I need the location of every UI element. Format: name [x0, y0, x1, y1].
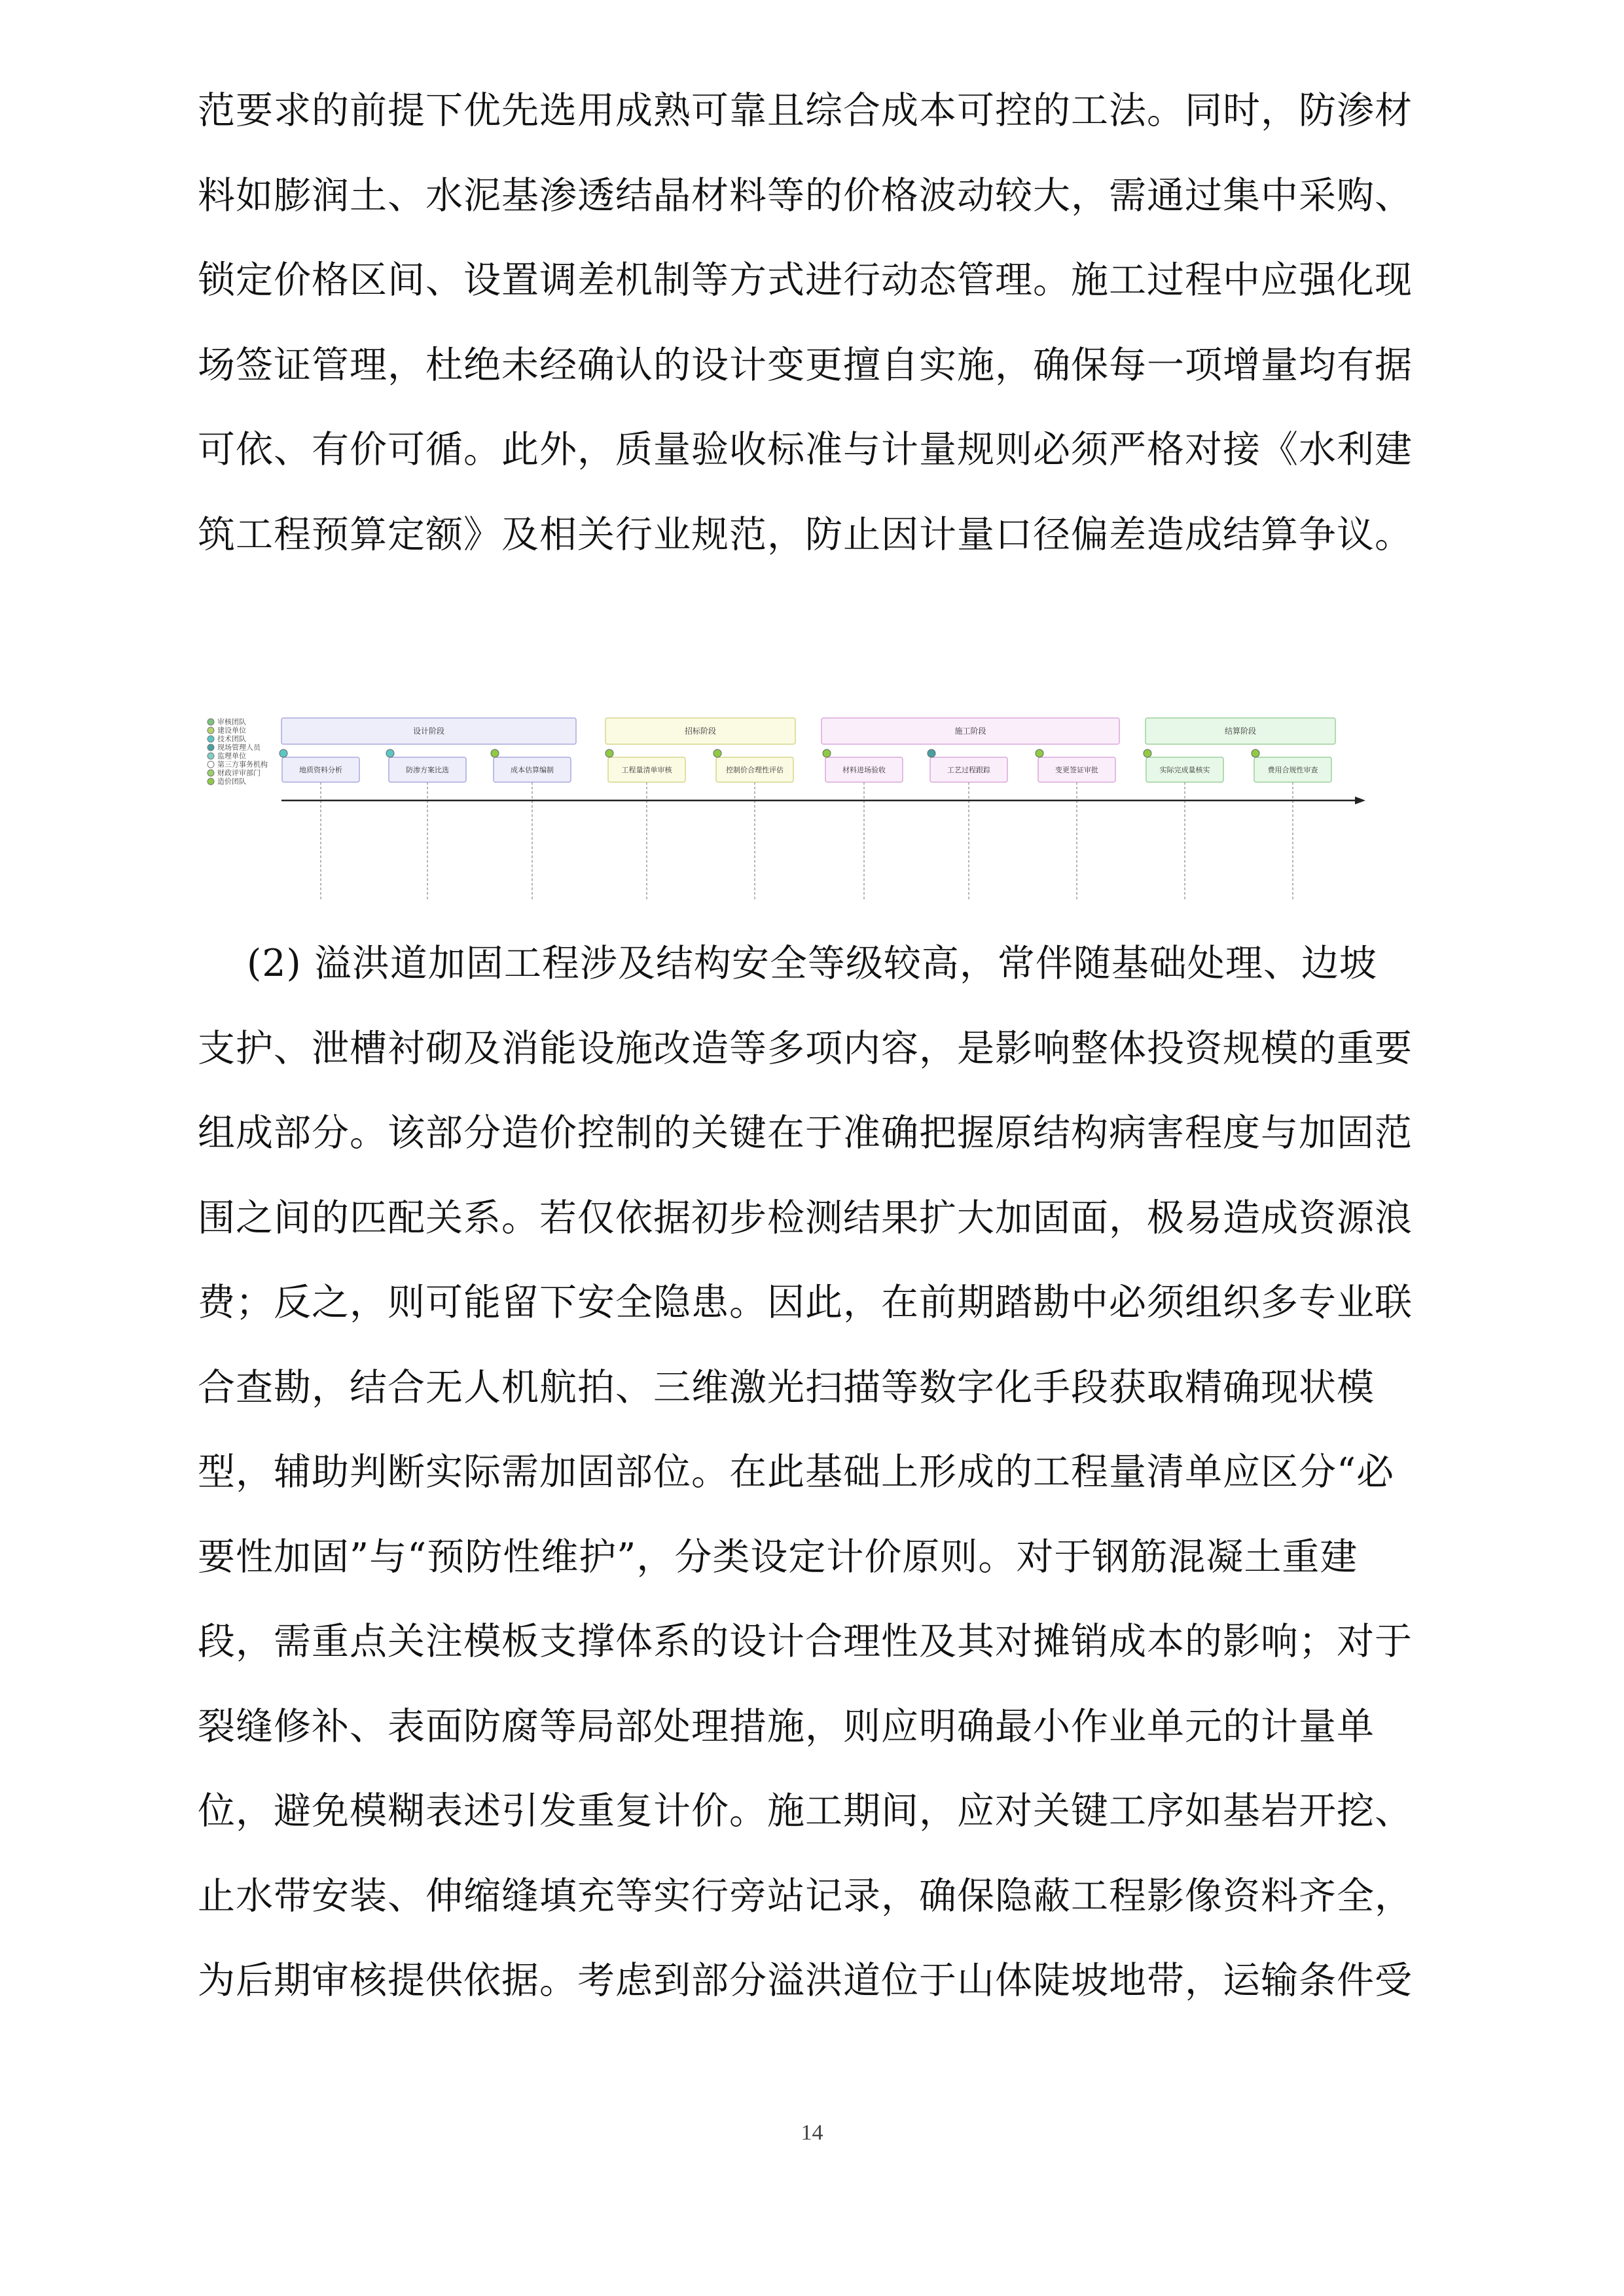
- legend-dot: [208, 753, 214, 759]
- phase-title: 结算阶段: [1224, 726, 1257, 736]
- legend-label: 监理单位: [217, 751, 246, 761]
- text-line: 筑工程预算定额》及相关行业规范，防止因计量口径偏差造成结算争议。: [198, 512, 1413, 556]
- task-label: 费用合规性审查: [1267, 766, 1318, 774]
- text-line: 费；反之，则可能留下安全隐患。因此，在前期踏勘中必须组织多专业联: [198, 1281, 1413, 1324]
- text-line: 可依、有价可循。此外，质量验收标准与计量规则必须严格对接《水利建: [198, 428, 1413, 471]
- timeline-arrowhead: [1355, 797, 1365, 804]
- task-label: 成本估算编制: [511, 766, 554, 774]
- legend-dot: [208, 727, 214, 734]
- legend-dot: [208, 778, 214, 785]
- text-line: 料如膨润土、水泥基渗透结晶材料等的价格波动较大，需通过集中采购、: [198, 173, 1413, 217]
- text-line: 止水带安装、伸缩缝填充等实行旁站记录，确保隐蔽工程影像资料齐全，: [198, 1874, 1413, 1918]
- legend-dot: [208, 761, 214, 768]
- page-number: 14: [801, 2121, 823, 2145]
- text-line: 段，需重点关注模板支撑体系的设计合理性及其对摊销成本的影响；对于: [198, 1620, 1413, 1663]
- task-label: 变更签证审批: [1055, 766, 1098, 774]
- task-role-dot: [1252, 749, 1259, 757]
- task-role-dot: [491, 749, 499, 757]
- task-label: 控制价合理性评估: [726, 766, 784, 774]
- phase-title: 设计阶段: [412, 726, 445, 736]
- cost-control-flow-diagram: [196, 704, 1368, 906]
- task-label: 工艺过程跟踪: [947, 766, 990, 774]
- task-label: 地质资料分析: [299, 766, 342, 774]
- task-label: 防渗方案比选: [406, 766, 449, 774]
- legend-label: 审核团队: [217, 717, 246, 726]
- text-line: 范要求的前提下优先选用成熟可靠且综合成本可控的工法。同时，防渗材: [198, 89, 1413, 132]
- legend-label: 建设单位: [217, 726, 246, 735]
- text-line: 为后期审核提供依据。考虑到部分溢洪道位于山体陡坡地带，运输条件受: [198, 1959, 1413, 2002]
- task-role-dot: [1144, 749, 1151, 757]
- task-label: 工程量清单审核: [621, 766, 672, 774]
- text-line: 锁定价格区间、设置调差机制等方式进行动态管理。施工过程中应强化现: [198, 259, 1413, 302]
- text-line: 围之间的匹配关系。若仅依据初步检测结果扩大加固面，极易造成资源浪: [198, 1196, 1413, 1240]
- legend-label: 财政评审部门: [217, 768, 261, 778]
- legend-dot: [208, 770, 214, 776]
- paragraph-1: [198, 69, 1428, 577]
- task-role-dot: [928, 749, 935, 757]
- text-line: 场签证管理，杜绝未经确认的设计变更擅自实施，确保每一项增量均有据: [198, 343, 1413, 387]
- legend-dot: [208, 719, 214, 725]
- text-line: 要性加固”与“预防性维护”，分类设定计价原则。对于钢筋混凝土重建: [198, 1535, 1358, 1579]
- phase-title: 招标阶段: [684, 726, 717, 736]
- task-role-dot: [1036, 749, 1043, 757]
- legend-dot: [208, 736, 214, 742]
- task-role-dot: [386, 749, 394, 757]
- task-role-dot: [713, 749, 721, 757]
- paragraph-2: [198, 922, 1428, 2024]
- text-line: 合查勘，结合无人机航拍、三维激光扫描等数字化手段获取精确现状模: [198, 1365, 1375, 1409]
- task-label: 材料进场验收: [842, 766, 886, 774]
- task-role-dot: [823, 749, 831, 757]
- legend-label: 技术团队: [217, 734, 246, 744]
- task-role-dot: [605, 749, 613, 757]
- legend-label: 第三方事务机构: [217, 760, 268, 769]
- task-label: 实际完成量核实: [1159, 766, 1210, 774]
- phase-title: 施工阶段: [954, 726, 986, 736]
- legend-label: 现场管理人员: [217, 743, 261, 752]
- text-line: 型，辅助判断实际需加固部位。在此基础上形成的工程量清单应区分“必: [198, 1450, 1395, 1494]
- text-line: 组成部分。该部分造价控制的关键在于准确把握原结构病害程度与加固范: [198, 1111, 1413, 1155]
- text-line: (2) 溢洪道加固工程涉及结构安全等级较高，常伴随基础处理、边坡: [247, 942, 1377, 985]
- task-role-dot: [280, 749, 287, 757]
- legend-label: 造价团队: [217, 777, 246, 786]
- text-line: 裂缝修补、表面防腐等局部处理措施，则应明确最小作业单元的计量单: [198, 1704, 1375, 1748]
- text-line: 支护、泄槽衬砌及消能设施改造等多项内容，是影响整体投资规模的重要: [198, 1026, 1413, 1070]
- text-line: 位，避免模糊表述引发重复计价。施工期间，应对关键工序如基岩开挖、: [198, 1789, 1413, 1833]
- legend-dot: [208, 744, 214, 751]
